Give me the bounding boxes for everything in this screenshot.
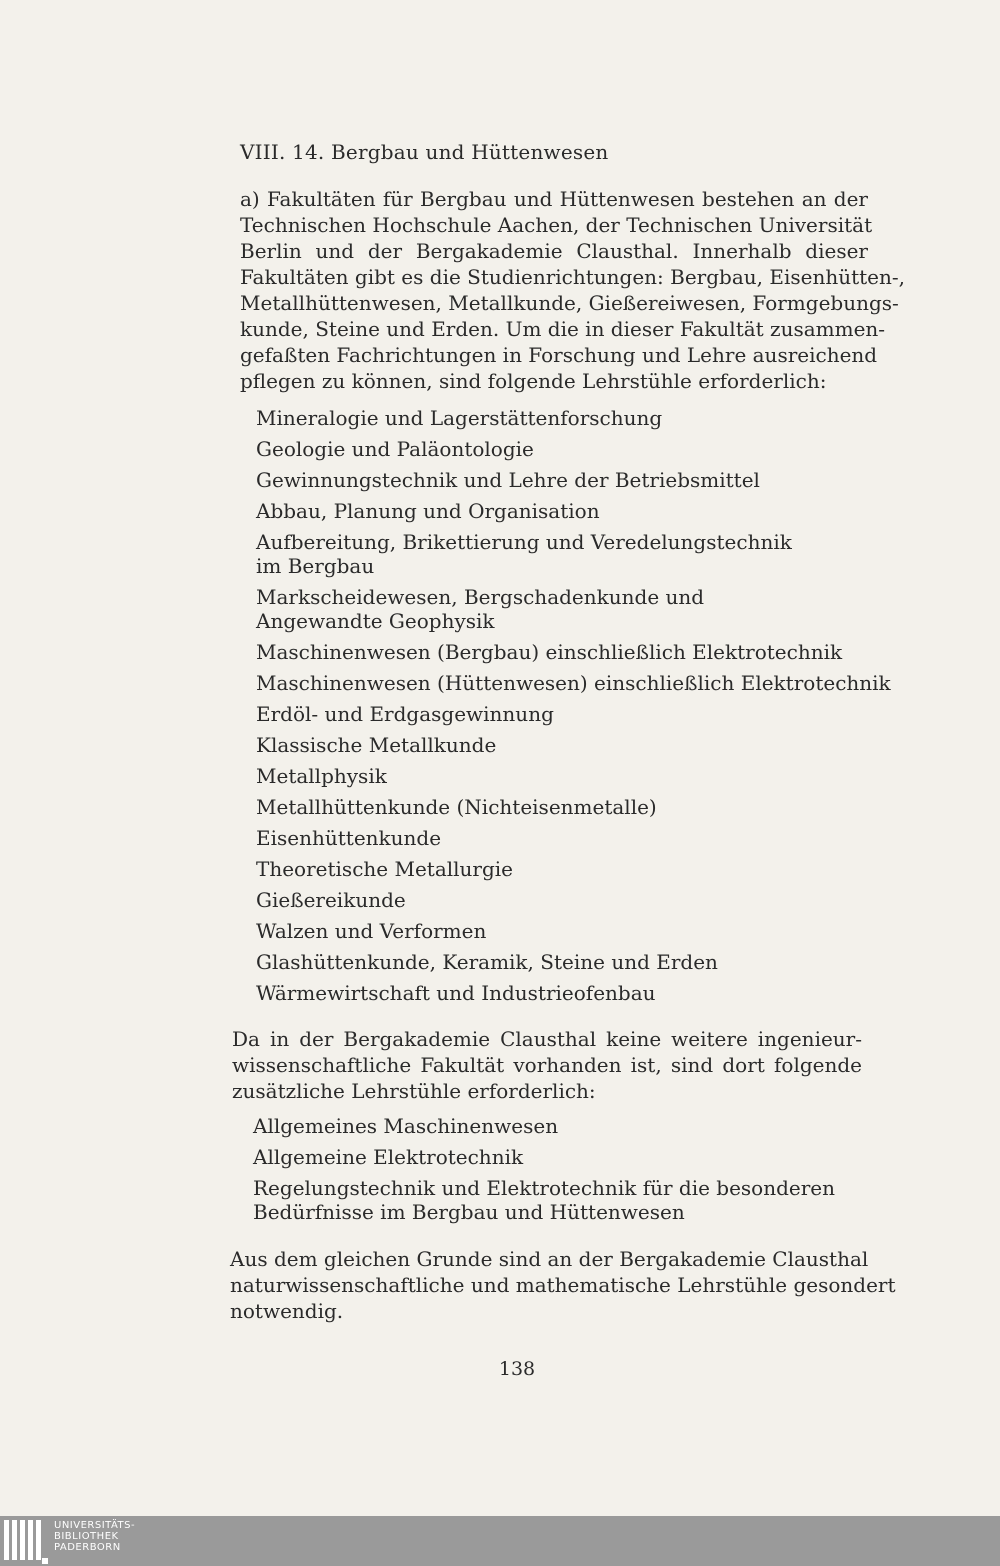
list-item-line: Abbau, Planung und Organisation bbox=[256, 499, 600, 523]
list-item bbox=[256, 857, 891, 881]
list-item-line: Metallphysik bbox=[256, 764, 387, 788]
paragraph-line: a) Fakultäten für Bergbau und Hüttenwesen bestehen an der bbox=[240, 187, 868, 211]
list-item-line: Markscheidewesen, Bergschadenkunde und bbox=[256, 585, 705, 609]
chair-list bbox=[256, 406, 891, 1012]
paragraph-line: naturwissenschaftliche und mathematische Lehrstühle gesondert bbox=[230, 1273, 896, 1297]
list-item bbox=[256, 468, 891, 492]
list-item-line: Eisenhüttenkunde bbox=[256, 826, 442, 850]
list-item-line: Maschinenwesen (Bergbau) einschließlich Elektrotechnik bbox=[256, 640, 843, 664]
additional-chair-list bbox=[253, 1114, 835, 1231]
list-item bbox=[253, 1114, 835, 1138]
paragraph-line: pflegen zu können, sind folgende Lehrstühle erforderlich: bbox=[240, 369, 827, 393]
list-item-line: Allgemeine Elektrotechnik bbox=[253, 1145, 524, 1169]
paragraph-line: Metallhüttenwesen, Metallkunde, Gießereiwesen, Formgebungs- bbox=[240, 291, 899, 315]
list-item bbox=[256, 671, 891, 695]
list-item-line: Theoretische Metallurgie bbox=[256, 857, 514, 881]
paragraph-line: zusätzliche Lehrstühle erforderlich: bbox=[232, 1079, 596, 1103]
list-item-line: Glashüttenkunde, Keramik, Steine und Erden bbox=[256, 950, 718, 974]
section-heading: VIII. 14. Bergbau und Hüttenwesen bbox=[240, 140, 609, 164]
library-logo-bars-icon bbox=[4, 1520, 46, 1564]
list-item-line: Walzen und Verformen bbox=[256, 919, 487, 943]
list-item-line: Metallhüttenkunde (Nichteisenmetalle) bbox=[256, 795, 657, 819]
list-item bbox=[256, 530, 891, 578]
list-item-line: Maschinenwesen (Hüttenwesen) einschließlich Elektrotechnik bbox=[256, 671, 891, 695]
list-item-line: Allgemeines Maschinenwesen bbox=[253, 1114, 559, 1138]
list-item-line: Geologie und Paläontologie bbox=[256, 437, 534, 461]
closing-paragraph bbox=[230, 1246, 896, 1324]
list-item-line: Mineralogie und Lagerstättenforschung bbox=[256, 406, 663, 430]
list-item-line: Aufbereitung, Brikettierung und Veredelungstechnik bbox=[256, 530, 792, 554]
paragraph-line: Berlin und der Bergakademie Clausthal. Innerhalb dieser bbox=[240, 239, 868, 263]
logo-line: PADERBORN bbox=[54, 1542, 121, 1553]
list-item bbox=[253, 1176, 835, 1224]
logo-line: UNIVERSITÄTS- bbox=[54, 1520, 136, 1531]
list-item-line: Erdöl- und Erdgasgewinnung bbox=[256, 702, 554, 726]
list-item bbox=[256, 764, 891, 788]
page-number: 138 bbox=[498, 1358, 536, 1380]
list-item bbox=[256, 950, 891, 974]
paragraph-line: wissenschaftliche Fakultät vorhanden ist, sind dort folgende bbox=[232, 1053, 862, 1077]
list-item-line: Klassische Metallkunde bbox=[256, 733, 497, 757]
list-item bbox=[256, 499, 891, 523]
paragraph-line: Fakultäten gibt es die Studienrichtungen: Bergbau, Eisenhütten-, bbox=[240, 265, 906, 289]
list-item bbox=[256, 919, 891, 943]
list-item-line: Wärmewirtschaft und Industrieofenbau bbox=[256, 981, 656, 1005]
list-item-line: Regelungstechnik und Elektrotechnik für die besonderen bbox=[253, 1176, 836, 1200]
list-item bbox=[256, 585, 891, 633]
paragraph-line: Aus dem gleichen Grunde sind an der Bergakademie Clausthal bbox=[230, 1247, 869, 1271]
library-logo-text bbox=[54, 1520, 135, 1553]
list-item-line: Bedürfnisse im Bergbau und Hüttenwesen bbox=[253, 1200, 685, 1224]
list-item bbox=[256, 406, 891, 430]
clausthal-paragraph bbox=[232, 1026, 862, 1104]
list-item bbox=[256, 733, 891, 757]
library-footer bbox=[0, 1516, 1000, 1566]
logo-line: BIBLIOTHEK bbox=[54, 1531, 119, 1542]
list-item-line: im Bergbau bbox=[256, 554, 375, 578]
list-item bbox=[256, 888, 891, 912]
list-item bbox=[256, 437, 891, 461]
intro-paragraph bbox=[240, 186, 906, 394]
list-item-line: Gewinnungstechnik und Lehre der Betriebsmittel bbox=[256, 468, 760, 492]
paragraph-line: gefaßten Fachrichtungen in Forschung und Lehre ausreichend bbox=[240, 343, 878, 367]
paragraph-line: notwendig. bbox=[230, 1299, 344, 1323]
paragraph-line: Technischen Hochschule Aachen, der Technischen Universität bbox=[240, 213, 873, 237]
list-item-line: Angewandte Geophysik bbox=[256, 609, 495, 633]
paragraph-line: Da in der Bergakademie Clausthal keine weitere ingenieur- bbox=[232, 1027, 862, 1051]
paragraph-line: kunde, Steine und Erden. Um die in dieser Fakultät zusammen- bbox=[240, 317, 886, 341]
list-item bbox=[256, 795, 891, 819]
list-item bbox=[256, 981, 891, 1005]
list-item bbox=[256, 826, 891, 850]
list-item bbox=[256, 640, 891, 664]
list-item bbox=[253, 1145, 835, 1169]
list-item bbox=[256, 702, 891, 726]
list-item-line: Gießereikunde bbox=[256, 888, 406, 912]
library-logo bbox=[4, 1520, 154, 1564]
